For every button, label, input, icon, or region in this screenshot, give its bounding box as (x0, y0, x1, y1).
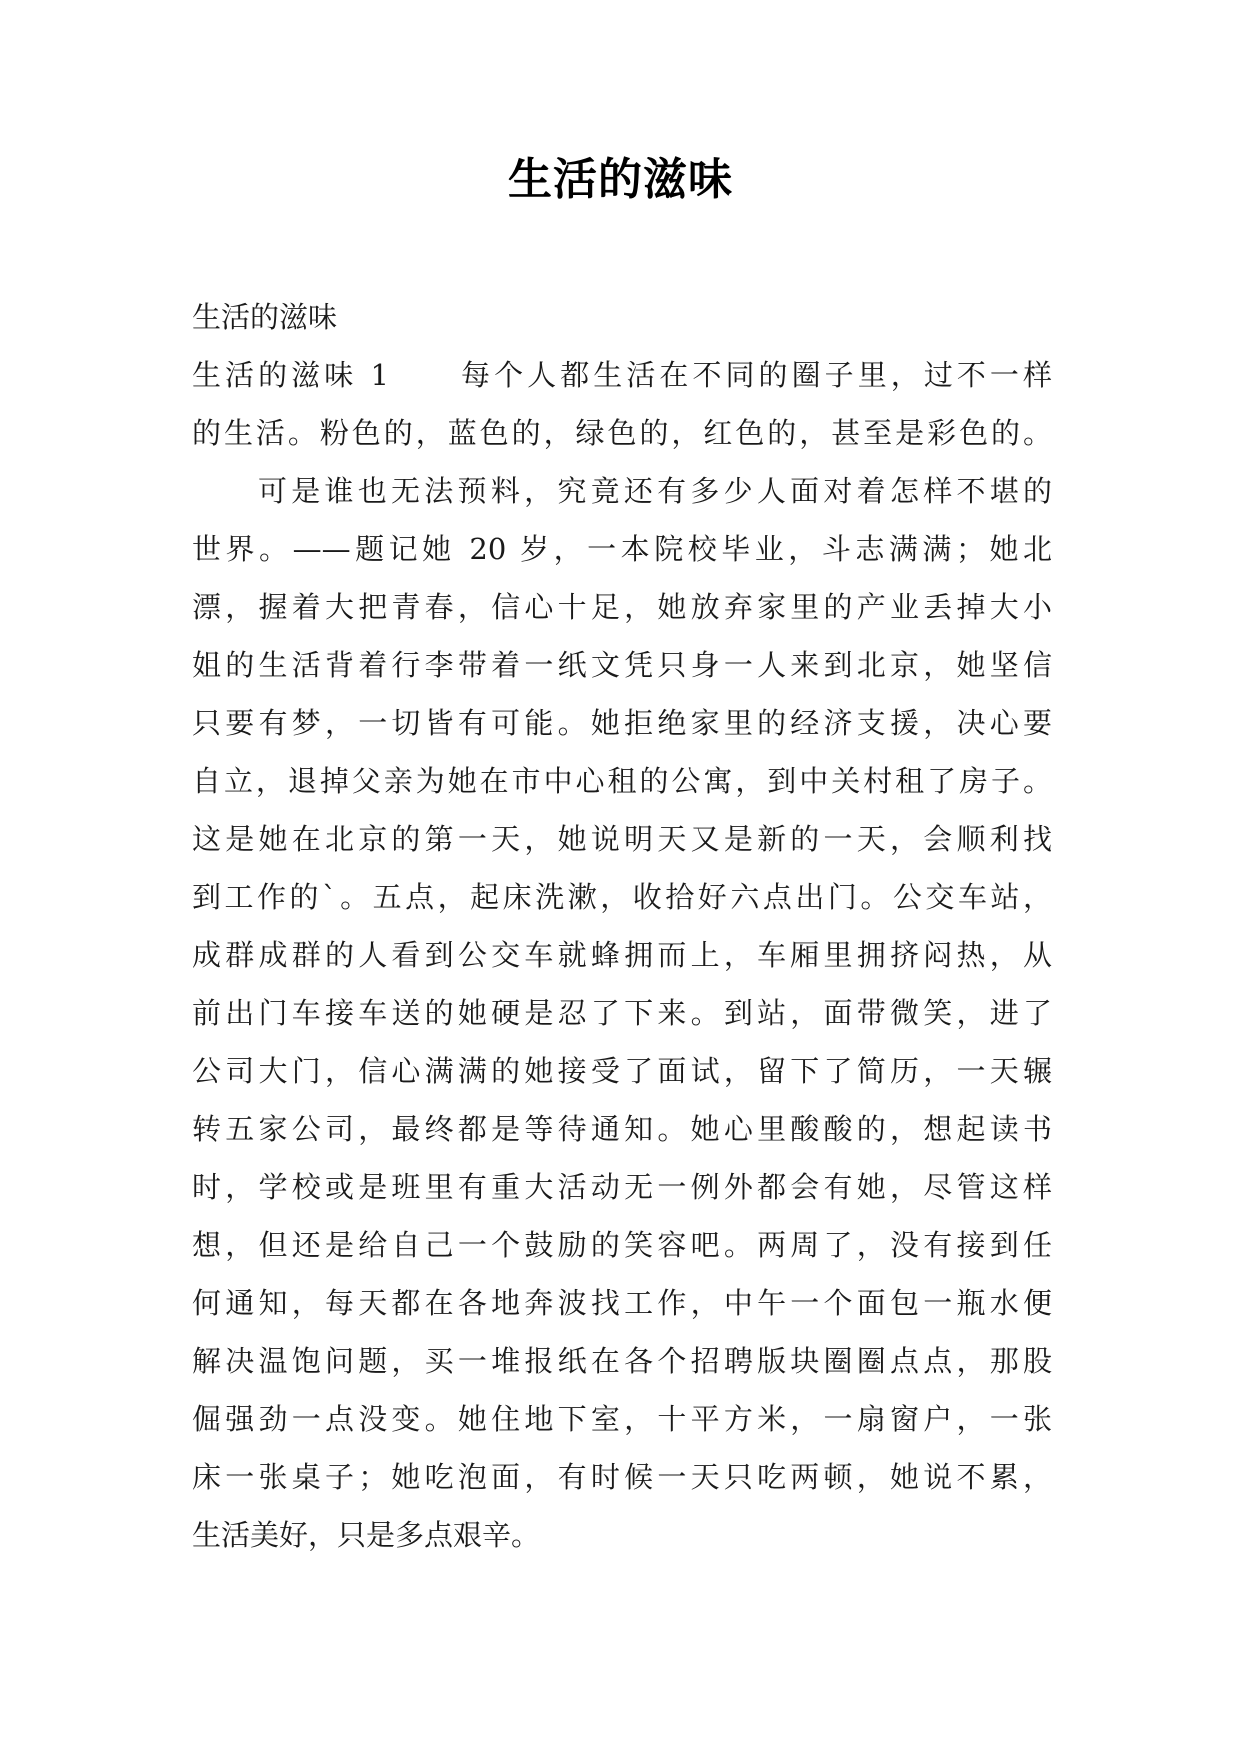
paragraph-line: 这是她在北京的第一天，她说明天又是新的一天，会顺利找 (192, 822, 1052, 856)
paragraph-line: 漂，握着大把青春，信心十足，她放弃家里的产业丢掉大小 (192, 590, 1052, 624)
paragraph-line: 自立，退掉父亲为她在市中心租的公寓，到中关村租了房子。 (192, 764, 1052, 798)
paragraph-line: 时，学校或是班里有重大活动无一例外都会有她，尽管这样 (192, 1170, 1052, 1204)
paragraph-line (192, 346, 1052, 404)
paragraph-line: 成群成群的人看到公交车就蜂拥而上，车厢里拥挤闷热，从 (192, 938, 1052, 972)
paragraph-line: 转五家公司，最终都是等待通知。她心里酸酸的，想起读书 (192, 1112, 1052, 1146)
paragraph-line: 姐的生活背着行李带着一纸文凭只身一人来到北京，她坚信 (192, 648, 1052, 682)
paragraph-line: 可是谁也无法预料，究竟还有多少人面对着怎样不堪的 (258, 474, 1052, 508)
paragraph-line: 公司大门，信心满满的她接受了面试，留下了简历，一天辗 (192, 1054, 1052, 1088)
document-title: 生活的滋味 (508, 154, 733, 205)
paragraph-line: 床一张桌子；她吃泡面，有时候一天只吃两顿，她说不累， (192, 1460, 1052, 1494)
paragraph-line: 想，但还是给自己一个鼓励的笑容吧。两周了，没有接到任 (192, 1228, 1052, 1262)
paragraph-line: 世界。——题记她 20 岁，一本院校毕业，斗志满满；她北 (192, 532, 1052, 566)
document-body (192, 288, 1052, 1564)
paragraph-line: 倔强劲一点没变。她住地下室，十平方米，一扇窗户，一张 (192, 1402, 1052, 1436)
paragraph-line: 前出门车接车送的她硬是忍了下来。到站，面带微笑，进了 (192, 996, 1052, 1030)
paragraph-line: 到工作的`。五点，起床洗漱，收拾好六点出门。公交车站， (192, 880, 1052, 914)
paragraph-line: 只要有梦，一切皆有可能。她拒绝家里的经济支援，决心要 (192, 706, 1052, 740)
paragraph-line: 何通知，每天都在各地奔波找工作，中午一个面包一瓶水便 (192, 1286, 1052, 1320)
section-label: 生活的滋味 1 (192, 358, 389, 392)
paragraph-text: 每个人都生活在不同的圈子里，过不一样 (457, 358, 1052, 392)
paragraph-line: 解决温饱问题，买一堆报纸在各个招聘版块圈圈点点，那股 (192, 1344, 1052, 1378)
paragraph-line: 生活美好，只是多点艰辛。 (192, 1518, 541, 1552)
subtitle-line: 生活的滋味 (192, 300, 338, 334)
paragraph-line: 的生活。粉色的，蓝色的，绿色的，红色的，甚至是彩色的。 (192, 416, 1052, 450)
